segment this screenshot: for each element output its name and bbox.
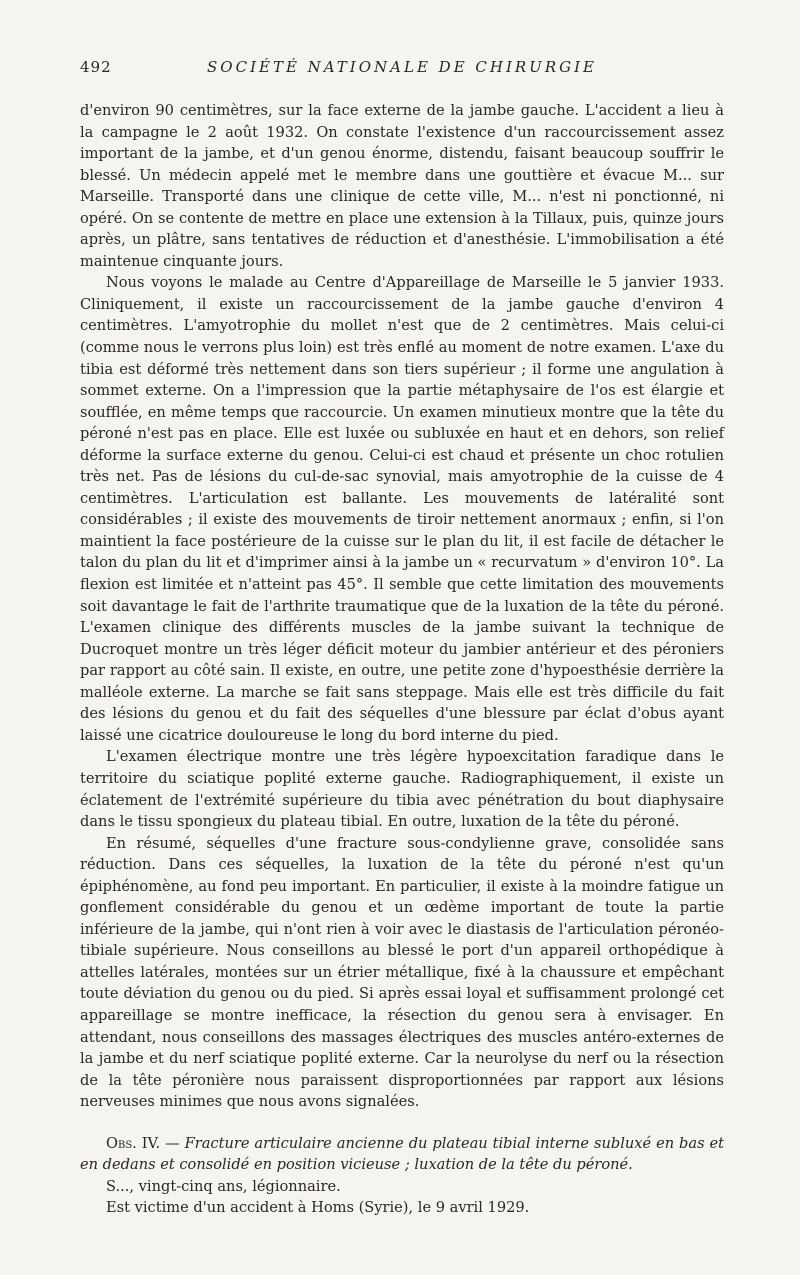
page-number: 492 [80, 58, 112, 76]
observation-title: Fracture articulaire ancienne du plateau tibial interne subluxé en bas et en dedans et consolidé en position vicieuse ; luxation de la tête du péroné. [80, 1134, 724, 1174]
observation-label: Obs. IV. [106, 1134, 161, 1152]
observation-section [80, 1133, 724, 1219]
running-title: SOCIÉTÉ NATIONALE DE CHIRURGIE [207, 58, 597, 76]
paragraph: En résumé, séquelles d'une fracture sous-condylienne grave, consolidée sans réduction. Dans ces séquelles, la luxation de la tête du péroné n'est qu'un épiphénomène, au fond peu important. En particulier, il existe à la moindre fatigue un gonflement considérable du genou et un œdème important de toute la partie inférieure de la jambe, qui n'ont rien à voir avec le diastasis de l'articulation péronéo-tibiale supérieure. Nous conseillons au blessé le port d'un appareil orthopédique à attelles latérales, montées sur un étrier métallique, fixé à la chaussure et empêchant toute déviation du genou ou du pied. Si après essai loyal et suffisamment prolongé cet appareillage se montre inefficace, la résection du genou sera à envisager. En attendant, nous conseillons des massages électriques des muscles antéro-externes de la jambe et du nerf sciatique poplité externe. Car la neurolyse du nerf ou la résection de la tête péronière nous paraissent disproportionnées par rapport aux lésions nerveuses minimes que nous avons signalées. [80, 834, 724, 1111]
paragraph: d'environ 90 centimètres, sur la face externe de la jambe gauche. L'accident a lieu à la campagne le 2 août 1932. On constate l'existence d'un raccourcissement assez important de la jambe, et d'un genou énorme, distendu, faisant beaucoup souffrir le blessé. Un médecin appelé met le membre dans une gouttière et évacue M... sur Marseille. Transporté dans une clinique de cette ville, M... n'est ni ponctionné, ni opéré. On se contente de mettre en place une extension à la Tillaux, puis, quinze jours après, un plâtre, sans tentatives de réduction et d'anesthésie. L'immobilisation a été maintenue cinquante jours. [80, 102, 724, 270]
paragraph: L'examen électrique montre une très légère hypoexcitation faradique dans le territoire du sciatique poplité externe gauche. Radiographiquement, il existe un éclatement de l'extrémité supérieure du tibia avec pénétration du bout diaphysaire dans le tissu spongieux du plateau tibial. En outre, luxation de la tête du péroné. [80, 748, 724, 831]
body-text [80, 100, 724, 1113]
running-header [80, 58, 724, 84]
observation-dash: — [160, 1134, 185, 1152]
paragraph: Nous voyons le malade au Centre d'Appareillage de Marseille le 5 janvier 1933. Cliniquement, il existe un raccourcissement de la jambe gauche d'environ 4 centimètres. L'amyotrophie du mollet n'est que de 2 centimètres. Mais celui-ci (comme nous le verrons plus loin) est très enflé au moment de notre examen. L'axe du tibia est déformé très nettement dans son tiers supérieur ; il forme une angulation à sommet externe. On a l'impression que la partie métaphysaire de l'os est élargie et soufflée, en même temps que raccourcie. Un examen minutieux montre que la tête du péroné n'est pas en place. Elle est luxée ou subluxée en haut et en dehors, son relief déforme la surface externe du genou. Celui-ci est chaud et présente un choc rotulien très net. Pas de lésions du cul-de-sac synovial, mais amyotrophie de la cuisse de 4 centimètres. L'articulation est ballante. Les mouvements de latéralité sont considérables ; il existe des mouvements de tiroir nettement anormaux ; enfin, si l'on maintient la face postérieure de la cuisse sur le plan du lit, il est facile de détacher le talon du plan du lit et d'imprimer ainsi à la jambe un « recurvatum » d'environ 10°. La flexion est limitée et n'atteint pas 45°. Il semble que cette limitation des mouvements soit davantage le fait de l'arthrite traumatique que de la luxation de la tête du péroné. L'examen clinique des différents muscles de la jambe suivant la technique de Ducroquet montre un très léger déficit moteur du jambier antérieur et des péroniers par rapport au côté sain. Il existe, en outre, une petite zone d'hypoesthésie derrière la malléole externe. La marche se fait sans steppage. Mais elle est très difficile du fait des lésions du genou et du fait des séquelles d'une blessure par éclat d'obus ayant laissé une cicatrice douloureuse le long du bord interne du pied. [80, 274, 724, 744]
observation-heading [80, 1133, 724, 1176]
observation-line: Est victime d'un accident à Homs (Syrie), le 9 avril 1929. [106, 1199, 530, 1217]
observation-line: S..., vingt-cinq ans, légionnaire. [106, 1177, 341, 1195]
